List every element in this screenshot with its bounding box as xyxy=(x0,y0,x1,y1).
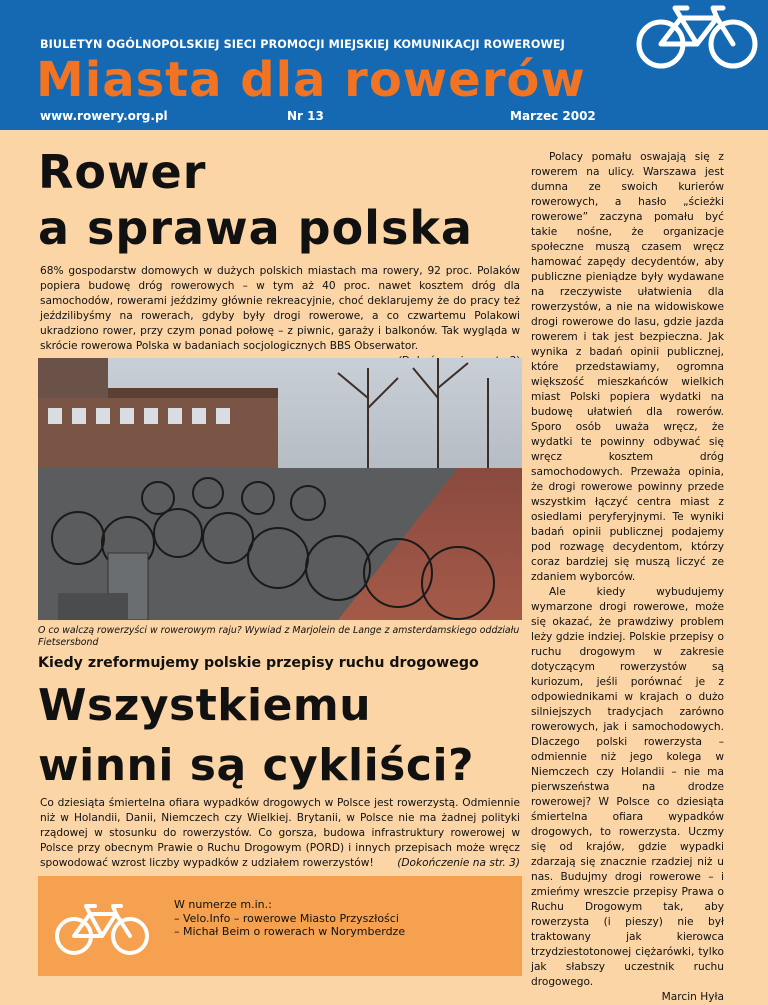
bicycle-parking-photo xyxy=(38,358,522,620)
bicycle-icon xyxy=(52,896,152,958)
inside-issue-item: – Michał Beim o rowerach w Norymberdze xyxy=(174,925,406,938)
editorial-paragraph: Polacy pomału oswajają się z rowerem na ulicy. Warszawa jest dumna ze swoich kurierów rowerowych, a hasło „ścieżki rowerowe” zaczyna pomału być takie nośne, że organizacje społeczne muszą czasem wręcz hamować zapędy decydentów, aby publiczne pieniądze były wydawane na rzeczywiste ułatwienia dla rowerzystów, a nie na widowiskowe drogi rowerowe do lasu, gdzie jazda rowerem i tak jest bezpieczna. Jak wynika z badań opinii publicznej, które przedstawiamy, ogromna większość mieszkańców wielkich miast Polski popiera wydatki na budowę ułatwień dla rowerów. Sporo osób uważa wręcz, że wydatki te powinny odbywać się wręcz kosztem dróg samochodowych. Przeważa opinia, że drogi rowerowe powinny przede wszystkim łączyć centra miast z osiedlami peryferyjnymi. Te wyniki badań opinii publicznej podajemy pod rozwagę decydentom, którzy coraz bardziej się muszą liczyć ze zdaniem wyborców. xyxy=(531,151,724,583)
editorial-column xyxy=(531,150,724,1005)
article1-lead xyxy=(40,264,520,369)
inside-issue-heading: W numerze m.in.: xyxy=(174,898,272,911)
bicycle-icon xyxy=(605,0,768,80)
author-signature: Marcin Hyła xyxy=(661,991,724,1003)
inside-issue-item: – Velo.Info – rowerowe Miasto Przyszłości xyxy=(174,911,399,925)
inside-issue-box xyxy=(38,876,522,976)
editorial-paragraph: Ale kiedy wybudujemy wymarzone drogi rowerowe, może się okazać, że prawdziwy problem leży gdzie indziej. Polskie przepisy o ruchu drogowym w zakresie dotyczącym rowerzystów są kuriozum, jeśli porównać je z odpowiednikami w krajach o dużo silniejszych tradycjach zarówno rowerowych, jak i samochodowych. Dlaczego polski rowerzysta – odmiennie niż jego kolega w Niemczech czy Holandii – nie ma pierwszeństwa na drodze rowerowej? W Polsce co dziesiąta śmiertelna ofiara wypadków drogowych, to rowerzysta. Uczmy się od krajów, gdzie wypadki zdarzają się znacznie rzadziej niż u nas. Budujmy drogi rowerowe – i zmieńmy wreszcie przepisy Prawa o Ruchu Drogowym tak, aby rowerzysta (i pieszy) nie był traktowany jak kierowca trzydziestotonowej ciężarówki, tylko jak słabszy uczestnik ruchu drogowego. xyxy=(531,586,724,988)
website-url[interactable]: www.rowery.org.pl xyxy=(40,109,168,123)
article1-headline: Rower a sprawa polska xyxy=(38,145,473,255)
issue-number: Nr 13 xyxy=(287,109,324,123)
photo-caption: O co walczą rowerzyści w rowerowym raju? Wywiad z Marjolein de Lange z amsterdamskiego oddziału Fietsersbond xyxy=(38,625,520,648)
article2-lead xyxy=(40,796,520,871)
masthead-tagline: BIULETYN OGÓLNOPOLSKIEJ SIECI PROMOCJI MIEJSKIEJ KOMUNIKACJI ROWEROWEJ xyxy=(40,38,565,51)
article2-headline: Wszystkiemu winni są cykliści? xyxy=(38,680,475,791)
article2-lead-text: Co dziesiąta śmiertelna ofiara wypadków drogowych w Polsce jest rowerzystą. Odmiennie niż w Holandii, Danii, Niemczech czy Wielkiej. Brytanii, w Polsce nie ma żadnej polityki rządowej w stosunku do rowerzystów. Co gorsza, budowa infrastruktury rowerowej w Polsce przy obecnym Prawie o Ruchu Drogowym (PORD) i innych przepisach może wręcz spowodować wzrost liczby wypadków z udziałem rowerzystów! xyxy=(40,797,520,869)
masthead-title: Miasta dla rowerów xyxy=(36,52,586,108)
article1-lead-text: 68% gospodarstw domowych w dużych polskich miastach ma rowery, 92 proc. Polaków popiera budowę dróg rowerowych – w tym aż 40 proc. nawet kosztem dróg dla samochodów, rowerami jeździmy głównie rekreacyjnie, choć deklarujemy że do pracy też jeździlibyśmy na rowerach, gdyby były drogi rowerowe, a co czwartemu Polakowi ukradziono rower, przy czym ponad połowę – z piwnic, garaży i balkonów. Tak wygląda w skrócie rowerowa Polska w badaniach socjologicznych BBS Obserwator. xyxy=(40,265,520,352)
masthead-banner xyxy=(0,0,768,130)
article2-kicker: Kiedy zreformujemy polskie przepisy ruchu drogowego xyxy=(38,655,479,671)
logo xyxy=(605,0,768,80)
issue-date: Marzec 2002 xyxy=(510,109,596,123)
article2-continuation: (Dokończenie na str. 3) xyxy=(397,857,520,869)
inside-issue-list xyxy=(174,898,405,939)
